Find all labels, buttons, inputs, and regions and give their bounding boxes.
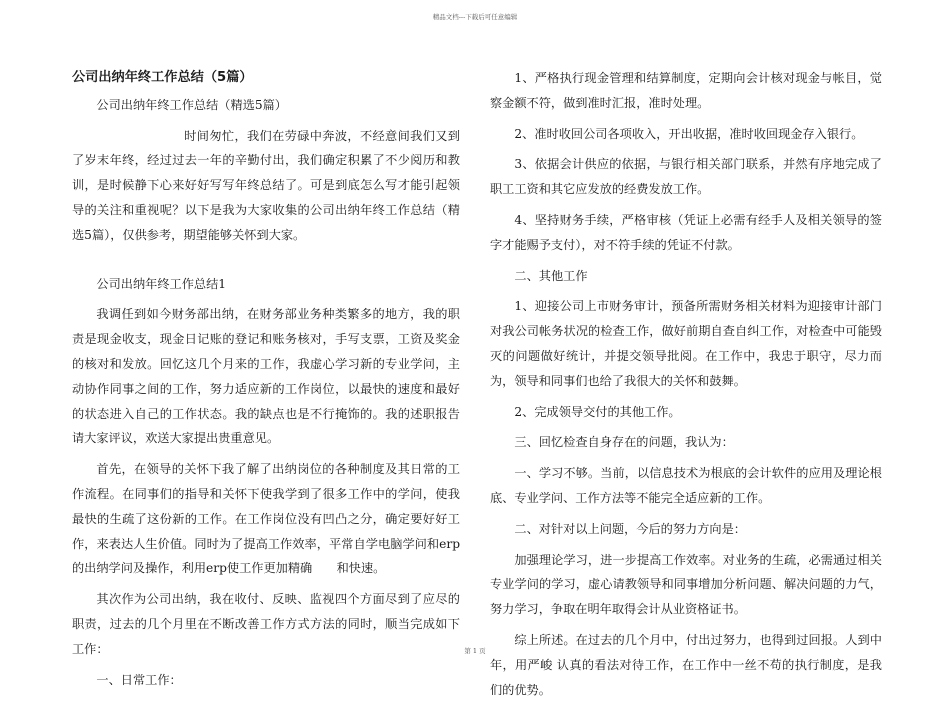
paragraph: 一、学习不够。当前，以信息技术为根底的会计软件的应用及理论根底、专业学问、工作方法等不能完全适应新的工作。 — [490, 466, 882, 505]
paragraph: 二、对针对以上问题，今后的努力方向是： — [514, 521, 746, 536]
spacer — [72, 254, 460, 272]
paragraph: 3、依据会计供应的依据，与银行相关部门联系，并然有序地完成了职工工资和其它应发放的经费发放工作。 — [490, 157, 882, 197]
paragraph: 我调任到如今财务部出纳，在财务部业务种类繁多的地方，我的职责是现金收支，现金日记账的登记和账务核对，手写支票，工资及奖金的核对和发放。回忆这几个月来的工作，我虚心学习新的专业学问，主动协作同事之间的工作，努力适应新的工作岗位，以最快的速度和最好的状态进入自己的工作状态。我的缺点也是不行掩饰的。我的述职报告请大家评议，欢送大家提出贵重意见。 — [72, 307, 460, 446]
section-heading: 三、回忆检查自身存在的问题，我认为： — [514, 435, 734, 450]
paragraph: 首先，在领导的关怀下我了解了出纳岗位的各种制度及其日常的工作流程。在同事们的指导和关怀下使我学到了很多工作中的学问，使我最快的生疏了这份新的工作。在工作岗位没有凹凸之分，确定要好好工作，来表达人生价值。同时为了提高工作效率，平常自学电脑学问和erp的出纳学问及操作，利用erp使工作更加精确 和快速。 — [72, 462, 460, 576]
document-title: 公司出纳年终工作总结（5篇） — [72, 70, 253, 85]
paragraph: 4、坚持财务手续，严格审核（凭证上必需有经手人及相关领导的签字才能赐予支付），对不符手续的凭证不付款。 — [490, 212, 882, 252]
paragraph: 综上所述。在过去的几个月中，付出过努力，也得到过回报。人到中年，用严峻 认真的看法对待工作，在工作中一丝不苟的执行制度，是我们的优势。 — [490, 632, 882, 697]
page-number: 第 1 页 — [464, 647, 486, 655]
right-column — [490, 66, 882, 708]
section-title: 公司出纳年终工作总结1 — [96, 276, 227, 291]
document-subtitle: 公司出纳年终工作总结（精选5篇） — [96, 97, 287, 112]
left-column — [72, 66, 460, 698]
paragraph: 其次作为公司出纳，我在收付、反映、监视四个方面尽到了应尽的职责，过去的几个月里在不断改善工作方式方法的同时，顺当完成如下工作： — [72, 592, 460, 656]
paragraph: 1、严格执行现金管理和结算制度，定期向会计核对现金与帐目，觉察金额不符，做到准时汇报，准时处理。 — [490, 71, 882, 110]
paragraph: 一、日常工作： — [96, 672, 182, 687]
intro-paragraph: 时间匆忙，我们在劳碌中奔波，不经意间我们又到了岁末年终，经过过去一年的辛勤付出，我们确定积累了不少阅历和教训，是时候静下心来好好写写年终总结了。可是到底怎么写才能引起领导的关注和重视呢？以下是我为大家收集的公司出纳年终工作总结（精选5篇），仅供参考，期望能够关怀到大家。 — [72, 128, 460, 242]
section-heading: 二、其他工作 — [514, 268, 588, 283]
paragraph: 加强理论学习，进一步提高工作效率。对业务的生疏，必需通过相关专业学问的学习，虚心请教领导和同事增加分析问题、解决问题的力气，努力学习，争取在明年取得会计从业资格证书。 — [490, 552, 882, 617]
header-note: 精品文档---下载后可任意编辑 — [432, 13, 518, 21]
paragraph: 1、迎接公司上市财务审计，预备所需财务相关材料为迎接审计部门对我公司帐务状况的检查工作，做好前期自查自纠工作，对检查中可能毁灭的问题做好统计，并提交领导批阅。在工作中，我忠于职守，尽力而为，领导和同事们也给了我很大的关怀和鼓舞。 — [490, 299, 882, 388]
paragraph: 2、准时收回公司各项收入，开出收据，准时收回现金存入银行。 — [514, 126, 864, 141]
paragraph: 2、完成领导交付的其他工作。 — [514, 404, 681, 419]
